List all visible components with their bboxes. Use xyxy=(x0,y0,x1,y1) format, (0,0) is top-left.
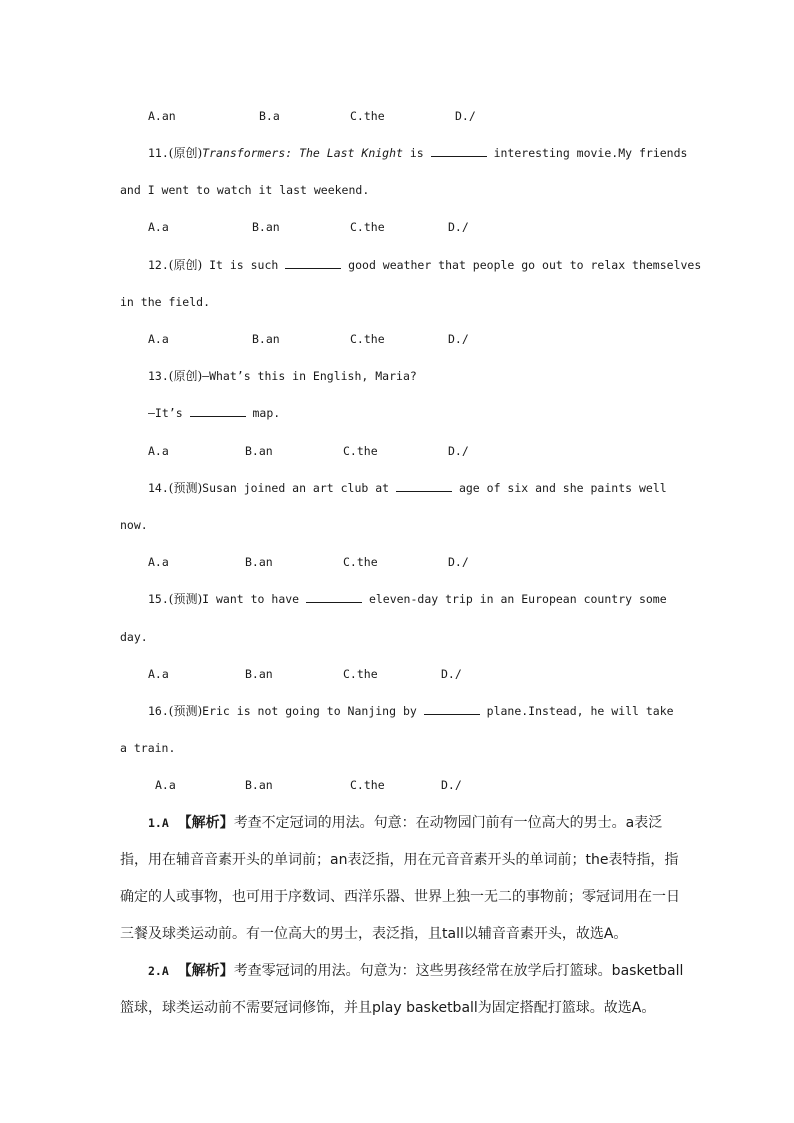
stem-text: I want to have xyxy=(202,592,307,606)
option-b: B.an xyxy=(245,667,273,681)
answer-1-line-4: 三餐及球类运动前。有一位高大的男士，表泛指，且tall以辅音音素开头，故选A。 xyxy=(120,926,628,942)
analysis-text: 考查零冠词的用法。句意为：这些男孩经常在放学后打篮球。basketball xyxy=(233,963,684,979)
question-11-stem xyxy=(148,143,687,163)
option-b: B.an xyxy=(245,444,273,458)
answer-blank xyxy=(285,256,341,269)
answer-1-line-1 xyxy=(148,813,662,833)
stem-text: eleven-day trip in an European country some xyxy=(362,592,667,606)
stem-text: is xyxy=(402,146,431,160)
question-tag: (预测) xyxy=(168,592,203,606)
option-d: D./ xyxy=(448,555,469,569)
option-c: C.the xyxy=(343,667,378,681)
analysis-label: 【解析】 xyxy=(177,815,234,831)
dialogue-line: —What’s this in English, Maria? xyxy=(202,369,417,383)
option-a: A.a xyxy=(155,778,176,792)
question-12-continuation: in the field. xyxy=(120,295,211,309)
option-a: A.a xyxy=(148,332,169,346)
option-c: C.the xyxy=(343,555,378,569)
option-b: B.an xyxy=(252,332,280,346)
stem-text: Eric is not going to Nanjing by xyxy=(202,704,424,718)
option-b: B.an xyxy=(252,220,280,234)
question-15-stem xyxy=(148,589,667,609)
stem-text: plane.Instead, he will take xyxy=(479,704,674,718)
answer-key: 1.A xyxy=(148,816,169,830)
option-d: D./ xyxy=(441,667,462,681)
answer-blank xyxy=(424,702,480,715)
question-number: 13. xyxy=(148,369,169,383)
question-number: 11. xyxy=(148,146,169,160)
option-d: D./ xyxy=(441,778,462,792)
analysis-label: 【解析】 xyxy=(177,963,234,979)
answer-blank xyxy=(396,479,452,492)
question-number: 15. xyxy=(148,592,169,606)
question-number: 16. xyxy=(148,704,169,718)
option-b: B.a xyxy=(259,109,280,123)
option-d: D./ xyxy=(448,332,469,346)
answer-blank xyxy=(190,404,246,417)
movie-title: Transformers: The Last Knight xyxy=(202,146,403,160)
option-d: D./ xyxy=(448,220,469,234)
stem-text: Susan joined an art club at xyxy=(202,481,397,495)
question-tag: (预测) xyxy=(168,704,203,718)
option-c: C.the xyxy=(343,444,378,458)
question-number: 12. xyxy=(148,258,169,272)
question-tag: (原创) xyxy=(168,258,203,272)
answer-2-line-2: 篮球，球类运动前不需要冠词修饰，并且play basketball为固定搭配打篮球。故选A。 xyxy=(120,1000,656,1016)
option-d: D./ xyxy=(455,109,476,123)
option-b: B.an xyxy=(245,778,273,792)
option-b: B.an xyxy=(245,555,273,569)
option-a: A.a xyxy=(148,444,169,458)
option-c: C.the xyxy=(350,778,385,792)
answer-1-line-3: 确定的人或事物，也可用于序数词、西洋乐器、世界上独一无二的事物前；零冠词用在一日 xyxy=(120,889,680,905)
question-tag: (原创) xyxy=(168,369,203,383)
option-c: C.the xyxy=(350,332,385,346)
question-11-continuation: and I went to watch it last weekend. xyxy=(120,183,370,197)
option-d: D./ xyxy=(448,444,469,458)
question-number: 14. xyxy=(148,481,169,495)
stem-text: It is such xyxy=(202,258,286,272)
stem-text: —It’s xyxy=(148,406,190,420)
question-tag: (原创) xyxy=(168,146,203,160)
question-12-stem xyxy=(148,255,701,275)
option-c: C.the xyxy=(350,220,385,234)
question-16-continuation: a train. xyxy=(120,741,176,755)
answer-blank xyxy=(306,590,362,603)
stem-text: age of six and she paints well xyxy=(452,481,667,495)
option-a: A.a xyxy=(148,220,169,234)
option-a: A.an xyxy=(148,109,176,123)
question-16-stem xyxy=(148,701,674,721)
question-14-continuation: now. xyxy=(120,518,148,532)
stem-text: map. xyxy=(245,406,281,420)
question-15-continuation: day. xyxy=(120,630,148,644)
answer-1-line-2: 指，用在辅音音素开头的单词前；an表泛指，用在元音音素开头的单词前；the表特指，指 xyxy=(120,852,679,868)
question-13-stem xyxy=(148,366,417,386)
option-a: A.a xyxy=(148,555,169,569)
question-14-stem xyxy=(148,478,667,498)
option-a: A.a xyxy=(148,667,169,681)
analysis-text: 考查不定冠词的用法。句意：在动物园门前有一位高大的男士。a表泛 xyxy=(233,815,663,831)
option-c: C.the xyxy=(350,109,385,123)
stem-text: interesting movie.My friends xyxy=(486,146,688,160)
answer-key: 2.A xyxy=(148,964,169,978)
question-13-reply xyxy=(148,403,280,423)
answer-2-line-1 xyxy=(148,961,683,981)
question-tag: (预测) xyxy=(168,481,203,495)
stem-text: good weather that people go out to relax themselves xyxy=(341,258,702,272)
answer-blank xyxy=(431,144,487,157)
